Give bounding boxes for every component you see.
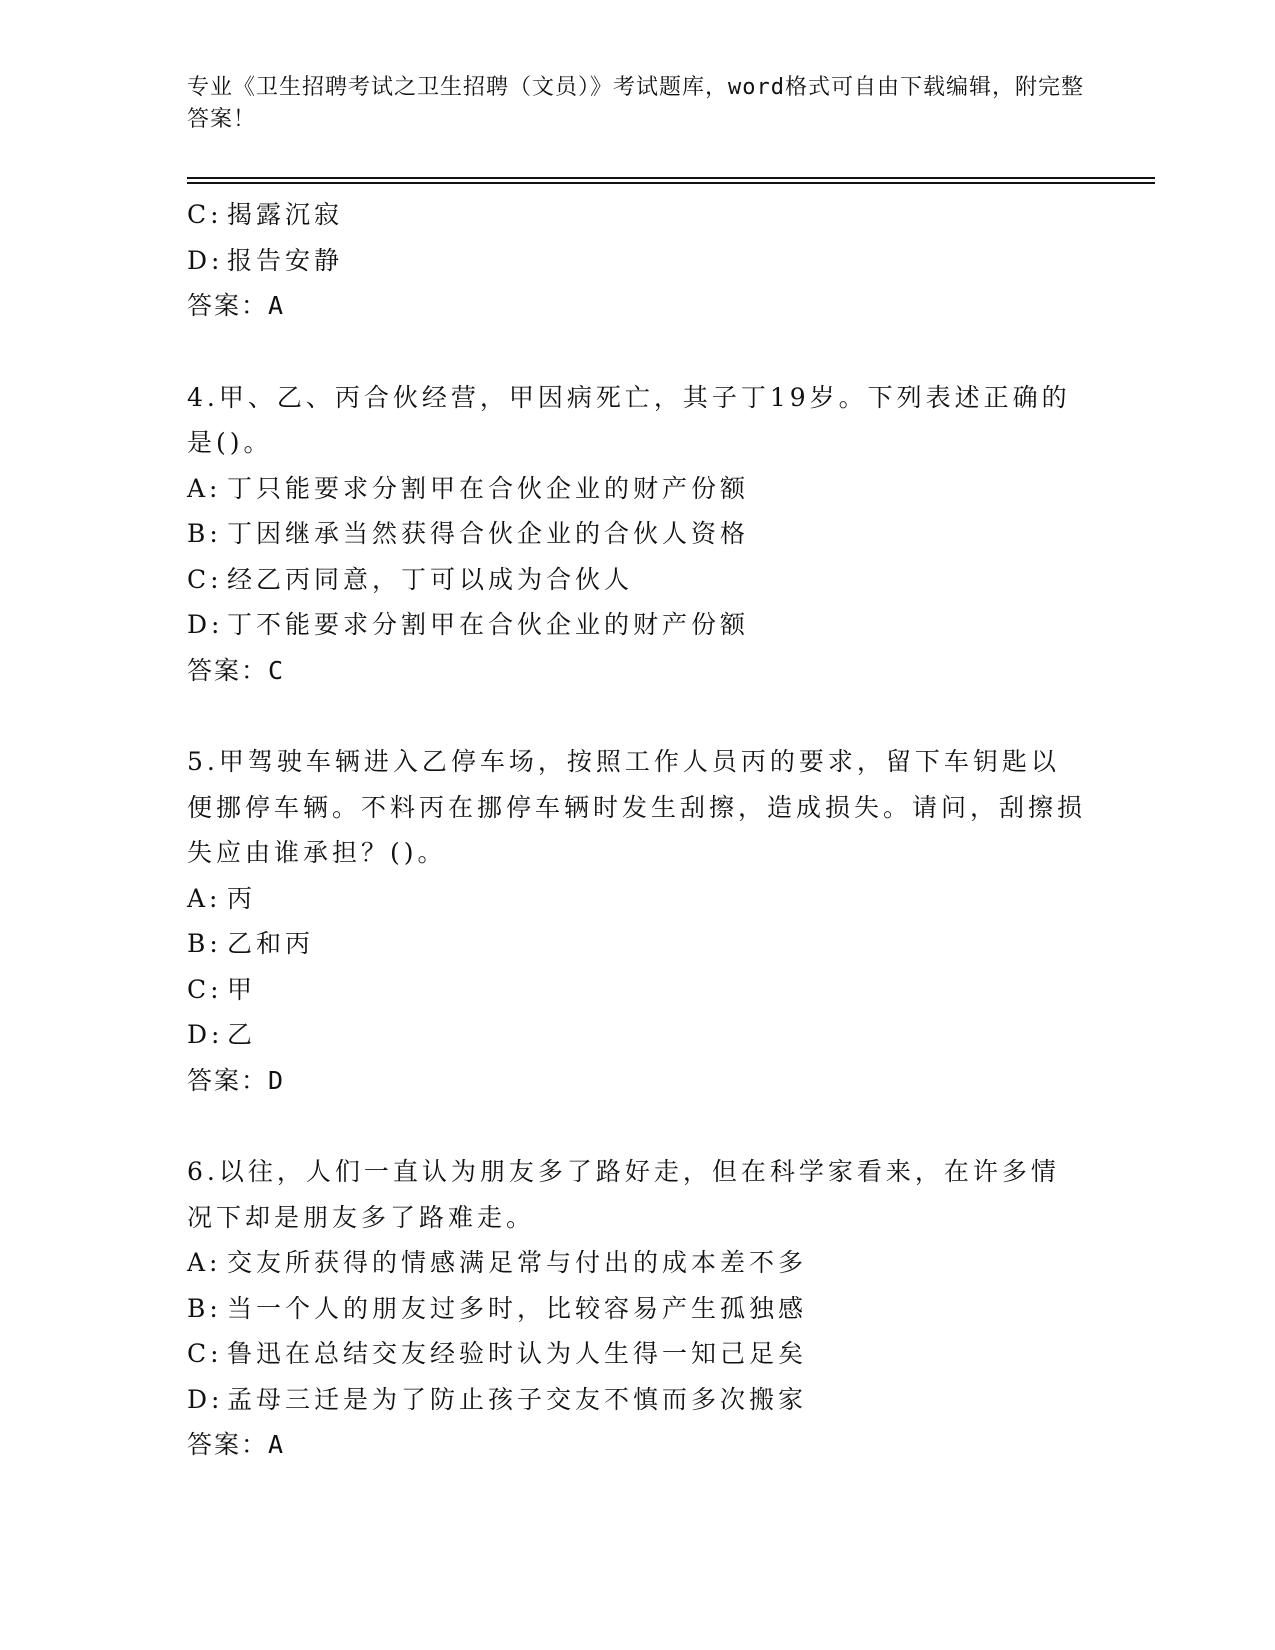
answer-label: 答案： (187, 655, 269, 685)
option-text: 报告安静 (227, 245, 344, 275)
option-text: 当一个人的朋友过多时，比较容易产生孤独感 (227, 1293, 808, 1323)
option-key: D: (187, 610, 224, 639)
option-line (187, 511, 1087, 557)
option-text: 甲 (227, 974, 257, 1004)
option-key: C: (187, 1339, 223, 1368)
option-text: 丁因继承当然获得合伙企业的合伙人资格 (227, 519, 750, 548)
option-line (187, 921, 1087, 967)
option-text: 丙 (227, 883, 257, 913)
option-key: D: (187, 1384, 224, 1414)
option-line (187, 1240, 1087, 1286)
question-content (187, 192, 1087, 1468)
option-text: 经乙丙同意，丁可以成为合伙人 (227, 564, 634, 594)
option-key: A: (187, 1248, 222, 1277)
option-key: B: (187, 929, 222, 958)
continued-question (187, 192, 1087, 329)
option-line (187, 876, 1087, 922)
option-text: 丁不能要求分割甲在合伙企业的财产份额 (227, 610, 750, 639)
option-text: 乙 (227, 1020, 257, 1049)
option-text: 乙和丙 (227, 929, 315, 958)
spacer (187, 1103, 1087, 1149)
option-key: B: (187, 519, 222, 548)
option-line (187, 557, 1087, 603)
question-stem: 4.甲、乙、丙合伙经营，甲因病死亡，其子丁19岁。下列表述正确的是()。 (187, 382, 1071, 457)
spacer (187, 693, 1087, 739)
option-line (187, 1286, 1087, 1332)
answer-line (187, 283, 1087, 329)
question-block (187, 1149, 1087, 1468)
option-line (187, 602, 1087, 648)
option-line (187, 1377, 1087, 1423)
header-divider-secondary (187, 182, 1155, 184)
option-line (187, 238, 1087, 284)
option-key: C: (187, 200, 223, 229)
option-key: D: (187, 245, 224, 275)
header-divider (187, 177, 1155, 179)
answer-value: A (268, 291, 286, 320)
option-key: C: (187, 564, 223, 594)
option-key: C: (187, 974, 223, 1004)
answer-label: 答案： (187, 1065, 269, 1095)
answer-label: 答案： (187, 291, 269, 320)
option-line (187, 466, 1087, 512)
option-key: A: (187, 883, 222, 913)
question-stem: 6.以往，人们一直认为朋友多了路好走，但在科学家看来，在许多情况下却是朋友多了路难走。 (187, 1157, 1060, 1232)
option-line (187, 967, 1087, 1013)
option-key: D: (187, 1020, 224, 1049)
spacer (187, 329, 1087, 375)
option-text: 揭露沉寂 (227, 200, 344, 229)
option-text: 孟母三迁是为了防止孩子交友不慎而多次搬家 (227, 1384, 808, 1414)
option-line (187, 1012, 1087, 1058)
document-header: 专业《卫生招聘考试之卫生招聘（文员）》考试题库，word格式可自由下载编辑，附完整答案！ (187, 75, 1084, 132)
option-line (187, 192, 1087, 238)
question-block (187, 739, 1087, 1103)
option-key: A: (187, 473, 222, 503)
answer-line (187, 1422, 1087, 1468)
answer-line (187, 648, 1087, 694)
answer-value: A (268, 1430, 286, 1459)
question-stem: 5.甲驾驶车辆进入乙停车场，按照工作人员丙的要求，留下车钥匙以便挪停车辆。不料丙在挪停车辆时发生刮擦，造成损失。请问，刮擦损失应由谁承担？()。 (187, 747, 1087, 867)
option-key: B: (187, 1293, 222, 1323)
option-text: 丁只能要求分割甲在合伙企业的财产份额 (227, 473, 750, 503)
option-text: 交友所获得的情感满足常与付出的成本差不多 (227, 1248, 808, 1277)
question-block (187, 375, 1087, 694)
answer-value: D (268, 1065, 286, 1095)
option-text: 鲁迅在总结交友经验时认为人生得一知己足矣 (227, 1339, 808, 1368)
answer-label: 答案： (187, 1430, 269, 1459)
answer-value: C (268, 655, 286, 685)
option-line (187, 1331, 1087, 1377)
answer-line (187, 1058, 1087, 1104)
